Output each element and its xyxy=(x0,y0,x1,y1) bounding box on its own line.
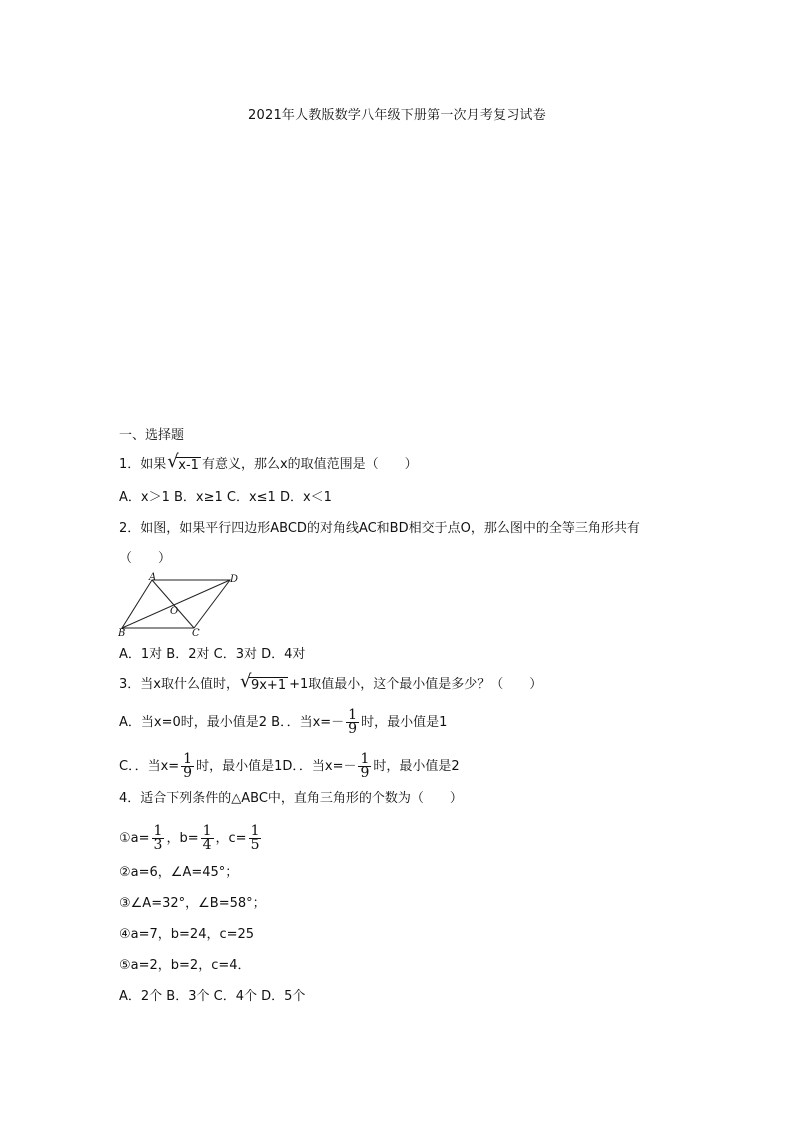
c1-c: ，c= xyxy=(215,830,247,846)
q1-radicand: x-1 xyxy=(178,457,199,473)
c1-frac-c xyxy=(249,825,262,852)
q3-radicand: 9x+1 xyxy=(250,677,287,693)
diagonal-ac xyxy=(152,580,194,628)
q3-frac-d xyxy=(358,753,371,780)
frac-numerator: 1 xyxy=(348,707,358,723)
q1-options: A．x＞1 B．x≥1 C．x≤1 D．x＜1 xyxy=(119,490,332,505)
q4-stem: 4．适合下列条件的△ABC中，直角三角形的个数为（ ） xyxy=(119,791,463,806)
frac-denominator: 9 xyxy=(348,721,358,737)
q4-condition-3: ③∠A=32°，∠B=58°； xyxy=(119,896,266,911)
c1-frac-a xyxy=(152,825,165,852)
label-d: D xyxy=(230,574,238,585)
q4-condition-2: ②a=6，∠A=45°； xyxy=(119,865,239,880)
frac-numerator: 1 xyxy=(360,751,370,767)
q3-opt-c-mid: 时，最小值是1D．．当x=－ xyxy=(196,758,357,774)
q3-frac-c xyxy=(181,753,194,780)
q3-stem-pre: 3．当x取什么值时， xyxy=(119,677,239,692)
q1-radical: √ x-1 xyxy=(167,451,199,473)
frac-denominator: 9 xyxy=(360,765,370,781)
q4-condition-4: ④a=7，b=24，c=25 xyxy=(119,927,255,942)
c1-pre: ①a= xyxy=(119,830,150,846)
label-c: C xyxy=(192,628,200,638)
q4-condition-1 xyxy=(119,825,263,852)
frac-denominator: 9 xyxy=(183,765,193,781)
q2-stem: 2．如图，如果平行四边形ABCD的对角线AC和BD相交于点O，那么图中的全等三角形共有 xyxy=(119,521,640,536)
label-b: B xyxy=(118,628,126,638)
q4-options: A．2个 B．3个 C．4个 D．5个 xyxy=(119,989,306,1004)
c1-b: ，b= xyxy=(166,830,199,846)
q2-options: A．1对 B．2对 C．3对 D．4对 xyxy=(119,647,306,662)
frac-denominator: 5 xyxy=(250,837,260,853)
q1-stem-post: 有意义，那么x的取值范围是（ ） xyxy=(201,457,418,472)
question-3 xyxy=(119,671,543,695)
q3-opt-c-pre: C．．当x= xyxy=(119,758,180,774)
q3-radical: √ 9x+1 xyxy=(239,671,287,693)
frac-denominator: 4 xyxy=(202,837,212,853)
diagonal-bd xyxy=(122,580,230,628)
frac-numerator: 1 xyxy=(183,751,193,767)
q3-options-ab xyxy=(119,709,447,736)
q4-condition-5: ⑤a=2，b=2，c=4． xyxy=(119,958,251,973)
q3-frac-b xyxy=(346,709,359,736)
q1-stem-pre: 1．如果 xyxy=(119,457,167,472)
q3-stem-post: +1取值最小，这个最小值是多少？（ ） xyxy=(289,677,543,692)
q3-options-cd xyxy=(119,753,460,780)
q2-stem-cont: （ ） xyxy=(119,551,172,566)
frac-numerator: 1 xyxy=(202,823,212,839)
question-1 xyxy=(119,451,418,475)
parallelogram-figure xyxy=(118,572,238,638)
c1-frac-b xyxy=(201,825,214,852)
q3-opt-a: A．当x=0时，最小值是2 B．．当x=－ xyxy=(119,714,345,730)
frac-numerator: 1 xyxy=(250,823,260,839)
label-o: O xyxy=(170,606,179,617)
q3-opt-b-post: 时，最小值是1 xyxy=(361,714,448,730)
section-heading: 一、选择题 xyxy=(119,428,185,443)
frac-numerator: 1 xyxy=(153,823,163,839)
frac-denominator: 3 xyxy=(153,837,163,853)
page-title: 2021年人教版数学八年级下册第一次月考复习试卷 xyxy=(248,108,546,123)
label-a: A xyxy=(149,572,157,583)
q3-opt-d-post: 时，最小值是2 xyxy=(373,758,460,774)
